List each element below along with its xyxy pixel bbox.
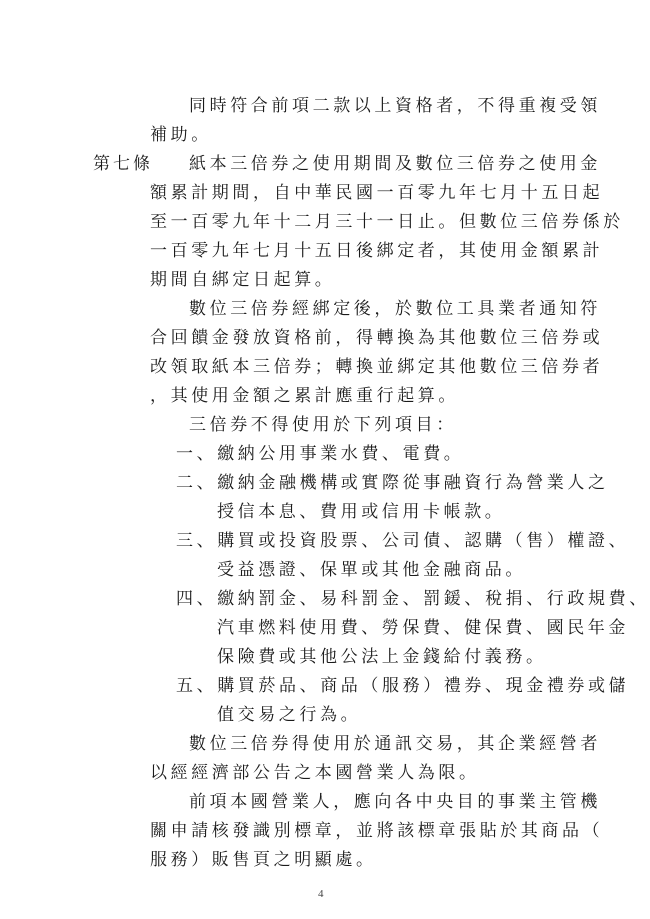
list-item-continuation: 保險費或其他公法上金錢給付義務。 <box>217 647 547 667</box>
list-item: 五、購買菸品、商品（服務）禮券、現金禮券或儲 <box>176 676 630 696</box>
page-number: 4 <box>318 888 324 900</box>
text-line: 數位三倍券經綁定後，於數位工具業者通知符 <box>189 299 601 319</box>
list-item-continuation: 汽車燃料使用費、勞保費、健保費、國民年金 <box>217 618 629 638</box>
text-line: 同時符合前項二款以上資格者，不得重複受領 <box>189 96 601 116</box>
text-line: 關申請核發識別標章，並將該標章張貼於其商品（ <box>150 821 604 841</box>
text-line: 前項本國營業人，應向各中央目的事業主管機 <box>189 792 601 812</box>
text-line: ，其使用金額之累計應重行起算。 <box>150 386 459 406</box>
list-item: 三、購買或投資股票、公司債、認購（售）權證、 <box>176 531 630 551</box>
text-line: 改領取紙本三倍券；轉換並綁定其他數位三倍券者 <box>150 357 604 377</box>
text-line: 額累計期間，自中華民國一百零九年七月十五日起 <box>150 183 604 203</box>
article-label: 第七條 <box>93 154 153 174</box>
text-line: 一百零九年七月十五日後綁定者，其使用金額累計 <box>150 241 604 261</box>
list-item: 一、繳納公用事業水費、電費。 <box>176 444 465 464</box>
text-line: 服務）販售頁之明顯處。 <box>150 850 377 870</box>
list-item: 四、繳納罰金、易科罰金、罰鍰、稅捐、行政規費、 <box>176 589 650 609</box>
list-item-continuation: 授信本息、費用或信用卡帳款。 <box>217 502 506 522</box>
list-item-continuation: 受益憑證、保單或其他金融商品。 <box>217 560 526 580</box>
text-line: 至一百零九年十二月三十一日止。但數位三倍券係於 <box>150 212 624 232</box>
text-line: 三倍券不得使用於下列項目： <box>189 415 457 435</box>
text-line: 數位三倍券得使用於通訊交易，其企業經營者 <box>189 734 601 754</box>
text-line: 補助。 <box>150 125 212 145</box>
list-item: 二、繳納金融機構或實際從事融資行為營業人之 <box>176 473 609 493</box>
list-item-continuation: 值交易之行為。 <box>217 705 362 725</box>
text-line: 以經經濟部公告之本國營業人為限。 <box>150 763 480 783</box>
text-line: 期間自綁定日起算。 <box>150 270 336 290</box>
text-line: 合回饋金發放資格前，得轉換為其他數位三倍券或 <box>150 328 604 348</box>
text-line: 紙本三倍券之使用期間及數位三倍券之使用金 <box>189 154 601 174</box>
